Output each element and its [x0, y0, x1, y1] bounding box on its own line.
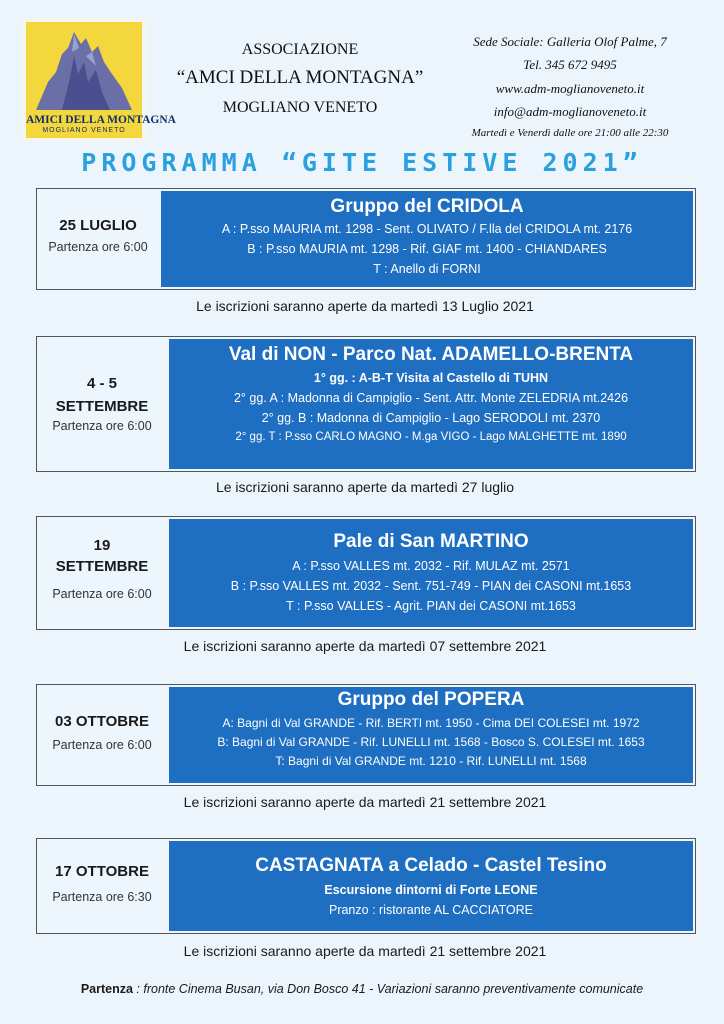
trip-date-column	[37, 517, 167, 629]
trip-date: 03 OTTOBRE	[55, 713, 149, 730]
trip-details-panel	[169, 841, 693, 931]
footer-label: Partenza	[80, 982, 133, 996]
trip-option-line: Escursione dintorni di Forte LEONE	[324, 883, 538, 897]
trip-option-line: A: Bagni di Val GRANDE - Rif. BERTI mt. 1950 - Cima DEI COLESEI mt. 1972	[222, 716, 640, 730]
trip-date: 25 LUGLIO	[59, 217, 137, 234]
registration-note: Le iscrizioni saranno aperte da martedì 07 settembre 2021	[183, 638, 547, 654]
trip-title: Gruppo del CRIDOLA	[330, 196, 524, 217]
trip-title: Val di NON - Parco Nat. ADAMELLO-BRENTA	[228, 344, 634, 365]
trip-date-month: SETTEMBRE	[55, 558, 149, 575]
trip-departure: Partenza ore 6:30	[52, 890, 152, 904]
trip-title: Gruppo del POPERA	[337, 689, 525, 710]
contact-hours: Martedì e Venerdì dalle ore 21:00 alle 22:30	[471, 127, 669, 139]
trip-option-line: 1° gg. : A-B-T Visita al Castello di TUHN	[313, 371, 549, 385]
trip-date-column	[37, 337, 167, 471]
logo-title: AMICI DELLA MONTAGNA	[26, 114, 176, 126]
contact-address: Sede Sociale: Galleria Olof Palme, 7	[473, 34, 667, 49]
trip-departure: Partenza ore 6:00	[52, 587, 152, 601]
trip-option-line: A : P.sso VALLES mt. 2032 - Rif. MULAZ mt. 2571	[292, 559, 570, 573]
trip-card	[36, 188, 696, 290]
trip-departure: Partenza ore 6:00	[48, 240, 148, 254]
association-logo	[22, 18, 176, 142]
registration-note: Le iscrizioni saranno aperte da martedì 21 settembre 2021	[183, 943, 547, 959]
trip-title: CASTAGNATA a Celado - Castel Tesino	[255, 855, 607, 876]
trip-option-line: B : P.sso MAURIA mt. 1298 - Rif. GIAF mt. 1400 - CHIANDARES	[247, 242, 607, 256]
trip-card	[36, 516, 696, 630]
assoc-label: ASSOCIAZIONE	[241, 41, 359, 58]
logo-subtitle: MOGLIANO VENETO	[42, 127, 126, 134]
assoc-name: “AMCI DELLA MONTAGNA”	[176, 67, 424, 88]
contact-email[interactable]: info@adm-moglianoveneto.it	[493, 104, 647, 119]
trip-date-column	[37, 189, 159, 289]
trip-date: 19	[93, 537, 111, 554]
trip-option-line: T: Bagni di Val GRANDE mt. 1210 - Rif. LUNELLI mt. 1568	[275, 754, 587, 768]
footer-text: : fronte Cinema Busan, via Don Bosco 41 - Variazioni saranno preventivamente comunicate	[132, 982, 644, 996]
registration-note: Le iscrizioni saranno aperte da martedì 13 Luglio 2021	[196, 298, 534, 314]
trip-option-line: 2° gg. B : Madonna di Campiglio - Lago SERODOLI mt. 2370	[261, 411, 601, 425]
registration-note: Le iscrizioni saranno aperte da martedì 21 settembre 2021	[183, 794, 547, 810]
logo-background	[26, 22, 176, 138]
trip-details-panel	[161, 191, 693, 287]
trip-option-line: B : P.sso VALLES mt. 2032 - Sent. 751-749 - PIAN dei CASONI mt.1653	[230, 579, 632, 593]
trip-date: 17 OTTOBRE	[55, 863, 149, 880]
trip-details-panel	[169, 339, 693, 469]
trip-card	[36, 684, 696, 786]
contact-website[interactable]: www.adm-moglianoveneto.it	[495, 81, 645, 96]
trip-departure: Partenza ore 6:00	[52, 738, 152, 752]
trip-option-line: Pranzo : ristorante AL CACCIATORE	[328, 903, 533, 917]
footer-departure-info	[22, 982, 702, 996]
trip-date-column	[37, 685, 167, 785]
trip-option-line: B: Bagni di Val GRANDE - Rif. LUNELLI mt. 1568 - Bosco S. COLESEI mt. 1653	[217, 735, 645, 749]
trip-details-panel	[169, 519, 693, 627]
assoc-city: MOGLIANO VENETO	[222, 99, 378, 116]
page-title: PROGRAMMA “GITE ESTIVE 2021”	[81, 148, 643, 177]
trip-date-month: SETTEMBRE	[55, 398, 149, 415]
registration-note: Le iscrizioni saranno aperte da martedì 27 luglio	[215, 479, 515, 495]
trip-option-line: T : P.sso VALLES - Agrit. PIAN dei CASONI mt.1653	[286, 599, 576, 613]
trip-departure: Partenza ore 6:00	[52, 419, 152, 433]
trip-card	[36, 838, 696, 934]
trip-date: 4 - 5	[86, 375, 117, 392]
trip-details-panel	[169, 687, 693, 783]
trip-date-column	[37, 839, 167, 933]
trip-card	[36, 336, 696, 472]
trip-option-line: 2° gg. T : P.sso CARLO MAGNO - M.ga VIGO - Lago MALGHETTE mt. 1890	[235, 431, 627, 443]
trip-title: Pale di San MARTINO	[333, 531, 529, 552]
contact-phone: Tel. 345 672 9495	[523, 57, 617, 72]
trip-option-line: A : P.sso MAURIA mt. 1298 - Sent. OLIVATO / F.lla del CRIDOLA mt. 2176	[221, 222, 633, 236]
trip-option-line: 2° gg. A : Madonna di Campiglio - Sent. Attr. Monte ZELEDRIA mt.2426	[233, 391, 629, 405]
trip-option-line: T : Anello di FORNI	[373, 262, 481, 276]
